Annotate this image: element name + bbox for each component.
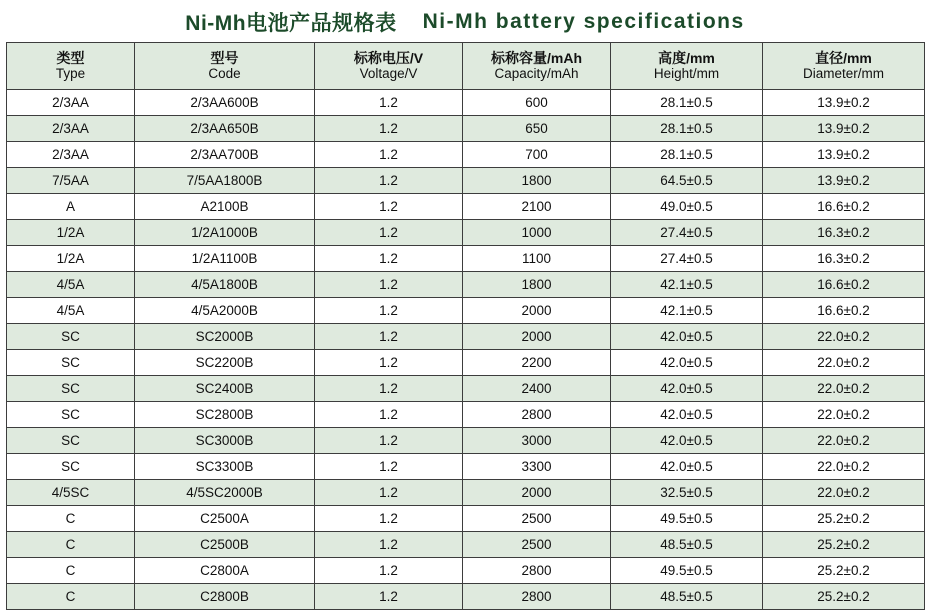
cell-code: C2800B bbox=[135, 584, 315, 610]
cell-diameter: 16.3±0.2 bbox=[763, 246, 925, 272]
cell-height: 28.1±0.5 bbox=[611, 116, 763, 142]
cell-diameter: 13.9±0.2 bbox=[763, 168, 925, 194]
cell-height: 42.0±0.5 bbox=[611, 454, 763, 480]
cell-voltage: 1.2 bbox=[315, 168, 463, 194]
cell-type: 2/3AA bbox=[7, 142, 135, 168]
cell-height: 42.1±0.5 bbox=[611, 272, 763, 298]
cell-diameter: 25.2±0.2 bbox=[763, 584, 925, 610]
cell-code: SC3300B bbox=[135, 454, 315, 480]
cell-voltage: 1.2 bbox=[315, 532, 463, 558]
table-row bbox=[7, 584, 925, 610]
cell-type: 4/5A bbox=[7, 272, 135, 298]
cell-capacity: 600 bbox=[463, 90, 611, 116]
cell-diameter: 13.9±0.2 bbox=[763, 142, 925, 168]
cell-capacity: 2100 bbox=[463, 194, 611, 220]
cell-code: 4/5A2000B bbox=[135, 298, 315, 324]
cell-height: 48.5±0.5 bbox=[611, 584, 763, 610]
cell-voltage: 1.2 bbox=[315, 402, 463, 428]
cell-type: SC bbox=[7, 350, 135, 376]
table-row bbox=[7, 428, 925, 454]
table-row bbox=[7, 532, 925, 558]
cell-type: SC bbox=[7, 376, 135, 402]
column-header-height-cn: 高度/mm bbox=[658, 50, 715, 67]
column-header-code-cn: 型号 bbox=[210, 50, 239, 67]
table-row bbox=[7, 402, 925, 428]
cell-capacity: 2200 bbox=[463, 350, 611, 376]
table-row bbox=[7, 90, 925, 116]
cell-code: C2500B bbox=[135, 532, 315, 558]
cell-height: 27.4±0.5 bbox=[611, 220, 763, 246]
cell-height: 49.5±0.5 bbox=[611, 506, 763, 532]
document-title bbox=[0, 0, 930, 42]
cell-voltage: 1.2 bbox=[315, 324, 463, 350]
cell-code: SC3000B bbox=[135, 428, 315, 454]
cell-code: 4/5SC2000B bbox=[135, 480, 315, 506]
cell-type: C bbox=[7, 506, 135, 532]
cell-diameter: 22.0±0.2 bbox=[763, 350, 925, 376]
cell-code: C2800A bbox=[135, 558, 315, 584]
table-row bbox=[7, 194, 925, 220]
cell-height: 32.5±0.5 bbox=[611, 480, 763, 506]
cell-type: SC bbox=[7, 428, 135, 454]
column-header-diameter-en: Diameter/mm bbox=[802, 66, 884, 82]
table-row bbox=[7, 168, 925, 194]
cell-type: 7/5AA bbox=[7, 168, 135, 194]
cell-type: 1/2A bbox=[7, 220, 135, 246]
table-row bbox=[7, 272, 925, 298]
column-header-type-en: Type bbox=[55, 66, 86, 82]
column-header-code bbox=[135, 43, 315, 90]
cell-voltage: 1.2 bbox=[315, 584, 463, 610]
cell-code: 2/3AA700B bbox=[135, 142, 315, 168]
cell-voltage: 1.2 bbox=[315, 506, 463, 532]
column-header-capacity-en: Capacity/mAh bbox=[494, 66, 579, 82]
cell-code: 1/2A1000B bbox=[135, 220, 315, 246]
column-header-type-cn: 类型 bbox=[56, 50, 85, 67]
cell-type: C bbox=[7, 584, 135, 610]
cell-capacity: 650 bbox=[463, 116, 611, 142]
column-header-diameter bbox=[763, 43, 925, 90]
cell-voltage: 1.2 bbox=[315, 116, 463, 142]
cell-capacity: 2500 bbox=[463, 506, 611, 532]
table-row bbox=[7, 454, 925, 480]
cell-height: 42.0±0.5 bbox=[611, 376, 763, 402]
cell-voltage: 1.2 bbox=[315, 90, 463, 116]
cell-diameter: 25.2±0.2 bbox=[763, 558, 925, 584]
column-header-type bbox=[7, 43, 135, 90]
column-header-voltage-en: Voltage/V bbox=[359, 66, 418, 82]
cell-diameter: 22.0±0.2 bbox=[763, 324, 925, 350]
cell-capacity: 2800 bbox=[463, 558, 611, 584]
cell-capacity: 3300 bbox=[463, 454, 611, 480]
cell-voltage: 1.2 bbox=[315, 428, 463, 454]
cell-type: 2/3AA bbox=[7, 90, 135, 116]
cell-height: 42.0±0.5 bbox=[611, 350, 763, 376]
column-header-code-en: Code bbox=[208, 66, 241, 82]
cell-diameter: 16.6±0.2 bbox=[763, 272, 925, 298]
cell-code: 2/3AA650B bbox=[135, 116, 315, 142]
cell-capacity: 2000 bbox=[463, 324, 611, 350]
cell-height: 42.0±0.5 bbox=[611, 428, 763, 454]
cell-code: SC2800B bbox=[135, 402, 315, 428]
cell-type: SC bbox=[7, 402, 135, 428]
cell-code: C2500A bbox=[135, 506, 315, 532]
cell-type: C bbox=[7, 532, 135, 558]
cell-diameter: 22.0±0.2 bbox=[763, 480, 925, 506]
cell-diameter: 16.3±0.2 bbox=[763, 220, 925, 246]
table-row bbox=[7, 324, 925, 350]
cell-capacity: 1000 bbox=[463, 220, 611, 246]
cell-height: 28.1±0.5 bbox=[611, 90, 763, 116]
cell-code: SC2200B bbox=[135, 350, 315, 376]
cell-voltage: 1.2 bbox=[315, 376, 463, 402]
cell-capacity: 1800 bbox=[463, 272, 611, 298]
cell-capacity: 2400 bbox=[463, 376, 611, 402]
column-header-voltage bbox=[315, 43, 463, 90]
table-row bbox=[7, 142, 925, 168]
cell-capacity: 2000 bbox=[463, 480, 611, 506]
cell-diameter: 13.9±0.2 bbox=[763, 116, 925, 142]
cell-type: SC bbox=[7, 454, 135, 480]
table-row bbox=[7, 246, 925, 272]
document-title-chinese: Ni-Mh电池产品规格表 bbox=[185, 12, 397, 35]
table-row bbox=[7, 480, 925, 506]
cell-capacity: 2800 bbox=[463, 402, 611, 428]
cell-height: 42.0±0.5 bbox=[611, 324, 763, 350]
table-row bbox=[7, 116, 925, 142]
table-row bbox=[7, 506, 925, 532]
cell-code: 7/5AA1800B bbox=[135, 168, 315, 194]
cell-capacity: 2500 bbox=[463, 532, 611, 558]
cell-type: 2/3AA bbox=[7, 116, 135, 142]
cell-voltage: 1.2 bbox=[315, 480, 463, 506]
cell-voltage: 1.2 bbox=[315, 194, 463, 220]
column-header-voltage-cn: 标称电压/V bbox=[353, 50, 424, 67]
table-row bbox=[7, 298, 925, 324]
specifications-table bbox=[6, 42, 925, 610]
cell-code: A2100B bbox=[135, 194, 315, 220]
table-row bbox=[7, 376, 925, 402]
cell-diameter: 25.2±0.2 bbox=[763, 506, 925, 532]
cell-voltage: 1.2 bbox=[315, 142, 463, 168]
cell-type: SC bbox=[7, 324, 135, 350]
cell-capacity: 2800 bbox=[463, 584, 611, 610]
cell-capacity: 2000 bbox=[463, 298, 611, 324]
cell-capacity: 1800 bbox=[463, 168, 611, 194]
cell-diameter: 22.0±0.2 bbox=[763, 454, 925, 480]
cell-diameter: 22.0±0.2 bbox=[763, 428, 925, 454]
cell-diameter: 22.0±0.2 bbox=[763, 402, 925, 428]
cell-diameter: 25.2±0.2 bbox=[763, 532, 925, 558]
table-body bbox=[7, 90, 925, 610]
cell-height: 49.0±0.5 bbox=[611, 194, 763, 220]
table-row bbox=[7, 220, 925, 246]
cell-diameter: 22.0±0.2 bbox=[763, 376, 925, 402]
column-header-height-en: Height/mm bbox=[653, 66, 720, 82]
cell-voltage: 1.2 bbox=[315, 298, 463, 324]
cell-height: 64.5±0.5 bbox=[611, 168, 763, 194]
cell-diameter: 13.9±0.2 bbox=[763, 90, 925, 116]
cell-height: 49.5±0.5 bbox=[611, 558, 763, 584]
cell-code: 4/5A1800B bbox=[135, 272, 315, 298]
cell-height: 28.1±0.5 bbox=[611, 142, 763, 168]
cell-type: 4/5SC bbox=[7, 480, 135, 506]
cell-diameter: 16.6±0.2 bbox=[763, 194, 925, 220]
column-header-height bbox=[611, 43, 763, 90]
cell-code: 1/2A1100B bbox=[135, 246, 315, 272]
table-header-row bbox=[7, 43, 925, 90]
cell-voltage: 1.2 bbox=[315, 454, 463, 480]
cell-height: 42.0±0.5 bbox=[611, 402, 763, 428]
document-title-english: Ni-Mh battery specifications bbox=[422, 10, 745, 33]
table-row bbox=[7, 558, 925, 584]
cell-voltage: 1.2 bbox=[315, 272, 463, 298]
cell-capacity: 700 bbox=[463, 142, 611, 168]
cell-voltage: 1.2 bbox=[315, 350, 463, 376]
column-header-diameter-cn: 直径/mm bbox=[815, 50, 872, 67]
column-header-capacity bbox=[463, 43, 611, 90]
cell-code: SC2000B bbox=[135, 324, 315, 350]
cell-capacity: 1100 bbox=[463, 246, 611, 272]
cell-type: A bbox=[7, 194, 135, 220]
cell-type: C bbox=[7, 558, 135, 584]
cell-height: 42.1±0.5 bbox=[611, 298, 763, 324]
cell-type: 1/2A bbox=[7, 246, 135, 272]
cell-height: 48.5±0.5 bbox=[611, 532, 763, 558]
cell-code: SC2400B bbox=[135, 376, 315, 402]
cell-code: 2/3AA600B bbox=[135, 90, 315, 116]
cell-voltage: 1.2 bbox=[315, 246, 463, 272]
cell-capacity: 3000 bbox=[463, 428, 611, 454]
table-row bbox=[7, 350, 925, 376]
cell-height: 27.4±0.5 bbox=[611, 246, 763, 272]
column-header-capacity-cn: 标称容量/mAh bbox=[491, 50, 582, 67]
cell-voltage: 1.2 bbox=[315, 558, 463, 584]
cell-diameter: 16.6±0.2 bbox=[763, 298, 925, 324]
cell-voltage: 1.2 bbox=[315, 220, 463, 246]
table-header bbox=[7, 43, 925, 90]
cell-type: 4/5A bbox=[7, 298, 135, 324]
